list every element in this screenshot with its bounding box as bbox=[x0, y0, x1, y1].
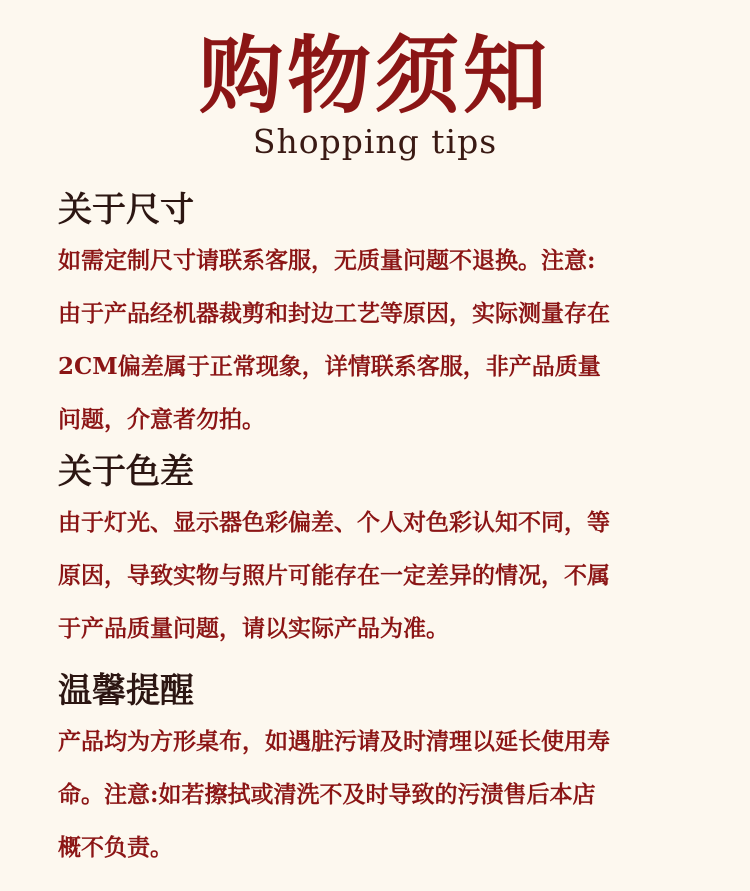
section-heading: 温馨提醒 bbox=[58, 671, 194, 711]
section-line: 由于灯光、显示器色彩偏差、个人对色彩认知不同，等 bbox=[58, 509, 610, 536]
section-line: 命。注意:如若擦拭或清洗不及时导致的污渍售后本店 bbox=[58, 781, 596, 808]
section-line: 问题，介意者勿拍。 bbox=[58, 406, 265, 433]
page-subtitle: Shopping tips bbox=[252, 122, 498, 161]
page-title: 购物须知 bbox=[198, 26, 551, 125]
section-line: 原因，导致实物与照片可能存在一定差异的情况，不属 bbox=[58, 562, 610, 589]
section-size bbox=[58, 186, 698, 446]
section-heading: 关于色差 bbox=[58, 452, 194, 492]
section-line: 于产品质量问题，请以实际产品为准。 bbox=[58, 615, 449, 642]
section-heading: 关于尺寸 bbox=[58, 190, 194, 230]
section-line: 2CM偏差属于正常现象，详情联系客服，非产品质量 bbox=[58, 353, 601, 380]
section-line: 概不负责。 bbox=[58, 834, 173, 861]
section-line: 由于产品经机器裁剪和封边工艺等原因，实际测量存在 bbox=[58, 300, 610, 327]
section-color-difference bbox=[58, 448, 698, 655]
section-warm-reminder bbox=[58, 667, 698, 874]
section-line: 产品均为方形桌布，如遇脏污请及时清理以延长使用寿 bbox=[58, 728, 610, 755]
section-line: 如需定制尺寸请联系客服，无质量问题不退换。注意: bbox=[58, 247, 596, 274]
